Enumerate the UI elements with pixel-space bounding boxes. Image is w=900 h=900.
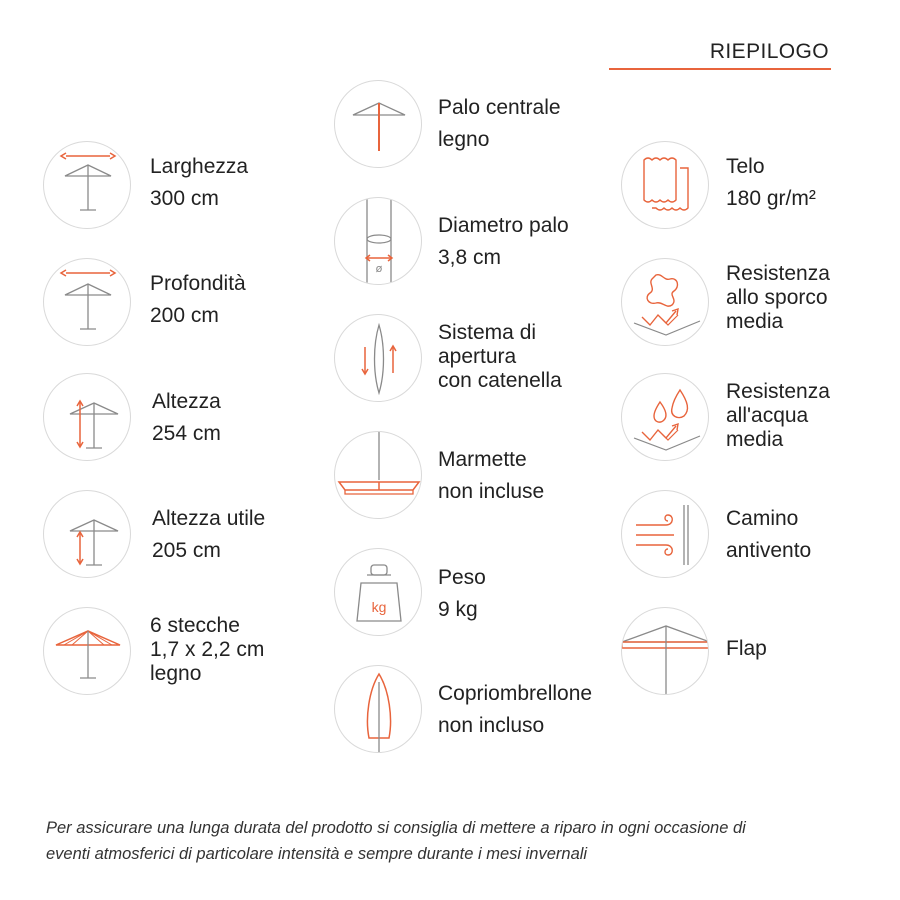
spec-usable-height-value: 205 cm bbox=[152, 539, 221, 562]
flap-icon bbox=[621, 607, 709, 695]
pulley-opening-icon bbox=[334, 314, 422, 402]
pole-diameter-icon bbox=[334, 197, 422, 285]
spec-ribs-line-1: 6 stecche bbox=[150, 614, 240, 637]
spec-pole-diameter-value: 3,8 cm bbox=[438, 246, 502, 269]
spec-depth-label: Profondità bbox=[150, 272, 246, 295]
care-note bbox=[46, 815, 866, 867]
spec-opening-line-1: Sistema di bbox=[438, 321, 537, 344]
summary-title-underline bbox=[609, 68, 831, 70]
base-tiles-icon bbox=[334, 431, 422, 519]
svg-text:ø: ø bbox=[375, 262, 383, 275]
spec-weight-label: Peso bbox=[438, 566, 486, 589]
spec-wind-vent-label: Camino bbox=[726, 507, 799, 530]
spec-cover-label: Copriombrellone bbox=[438, 682, 593, 705]
spec-ribs-line-3: legno bbox=[150, 662, 202, 685]
umbrella-height-icon bbox=[43, 373, 131, 461]
spec-water-line-3: media bbox=[726, 428, 784, 451]
summary-title: RIEPILOGO bbox=[709, 40, 829, 63]
spec-depth-value: 200 cm bbox=[150, 304, 219, 327]
spec-weight-value: 9 kg bbox=[438, 598, 478, 621]
spec-width-value: 300 cm bbox=[150, 187, 219, 210]
spec-central-pole-label: Palo centrale bbox=[438, 96, 561, 119]
care-note-line-2: eventi atmosferici di particolare intensità e sempre durante i mesi invernali bbox=[46, 845, 588, 863]
summary-header bbox=[609, 40, 831, 70]
spec-base-tiles-label: Marmette bbox=[438, 448, 527, 471]
umbrella-ribs-icon bbox=[43, 607, 131, 695]
spec-water-line-1: Resistenza bbox=[726, 380, 830, 403]
weight-icon bbox=[334, 548, 422, 636]
weight-unit-glyph: kg bbox=[371, 599, 387, 615]
spec-dirt-line-1: Resistenza bbox=[726, 262, 830, 285]
spec-fabric-value: 180 gr/m² bbox=[726, 187, 816, 210]
spec-flap-label: Flap bbox=[726, 637, 767, 660]
spec-fabric-label: Telo bbox=[726, 155, 765, 178]
spec-ribs-line-2: 1,7 x 2,2 cm bbox=[150, 638, 265, 661]
umbrella-usable-height-icon bbox=[43, 490, 131, 578]
spec-usable-height-label: Altezza utile bbox=[152, 507, 266, 530]
spec-dirt-line-3: media bbox=[726, 310, 784, 333]
spec-pole-diameter-label: Diametro palo bbox=[438, 214, 569, 237]
wind-vent-icon bbox=[621, 490, 709, 578]
care-note-line-1: Per assicurare una lunga durata del prodotto si consiglia di mettere a riparo in ogni occasione di bbox=[46, 819, 746, 837]
spec-water-line-2: all'acqua bbox=[726, 404, 809, 427]
dirt-resistance-icon bbox=[621, 258, 709, 346]
spec-base-tiles-value: non incluse bbox=[438, 480, 545, 503]
umbrella-depth-icon bbox=[43, 258, 131, 346]
spec-opening-line-2: apertura bbox=[438, 345, 517, 368]
umbrella-cover-icon bbox=[334, 665, 422, 753]
spec-height-value: 254 cm bbox=[152, 422, 221, 445]
spec-central-pole-value: legno bbox=[438, 128, 490, 151]
fabric-icon bbox=[621, 141, 709, 229]
central-pole-icon bbox=[334, 80, 422, 168]
spec-width-label: Larghezza bbox=[150, 155, 249, 178]
spec-dirt-line-2: allo sporco bbox=[726, 286, 828, 309]
water-resistance-icon bbox=[621, 373, 709, 461]
spec-opening-line-3: con catenella bbox=[438, 369, 562, 392]
umbrella-width-icon bbox=[43, 141, 131, 229]
spec-cover-value: non incluso bbox=[438, 714, 545, 737]
spec-height-label: Altezza bbox=[152, 390, 221, 413]
spec-wind-vent-value: antivento bbox=[726, 539, 812, 562]
